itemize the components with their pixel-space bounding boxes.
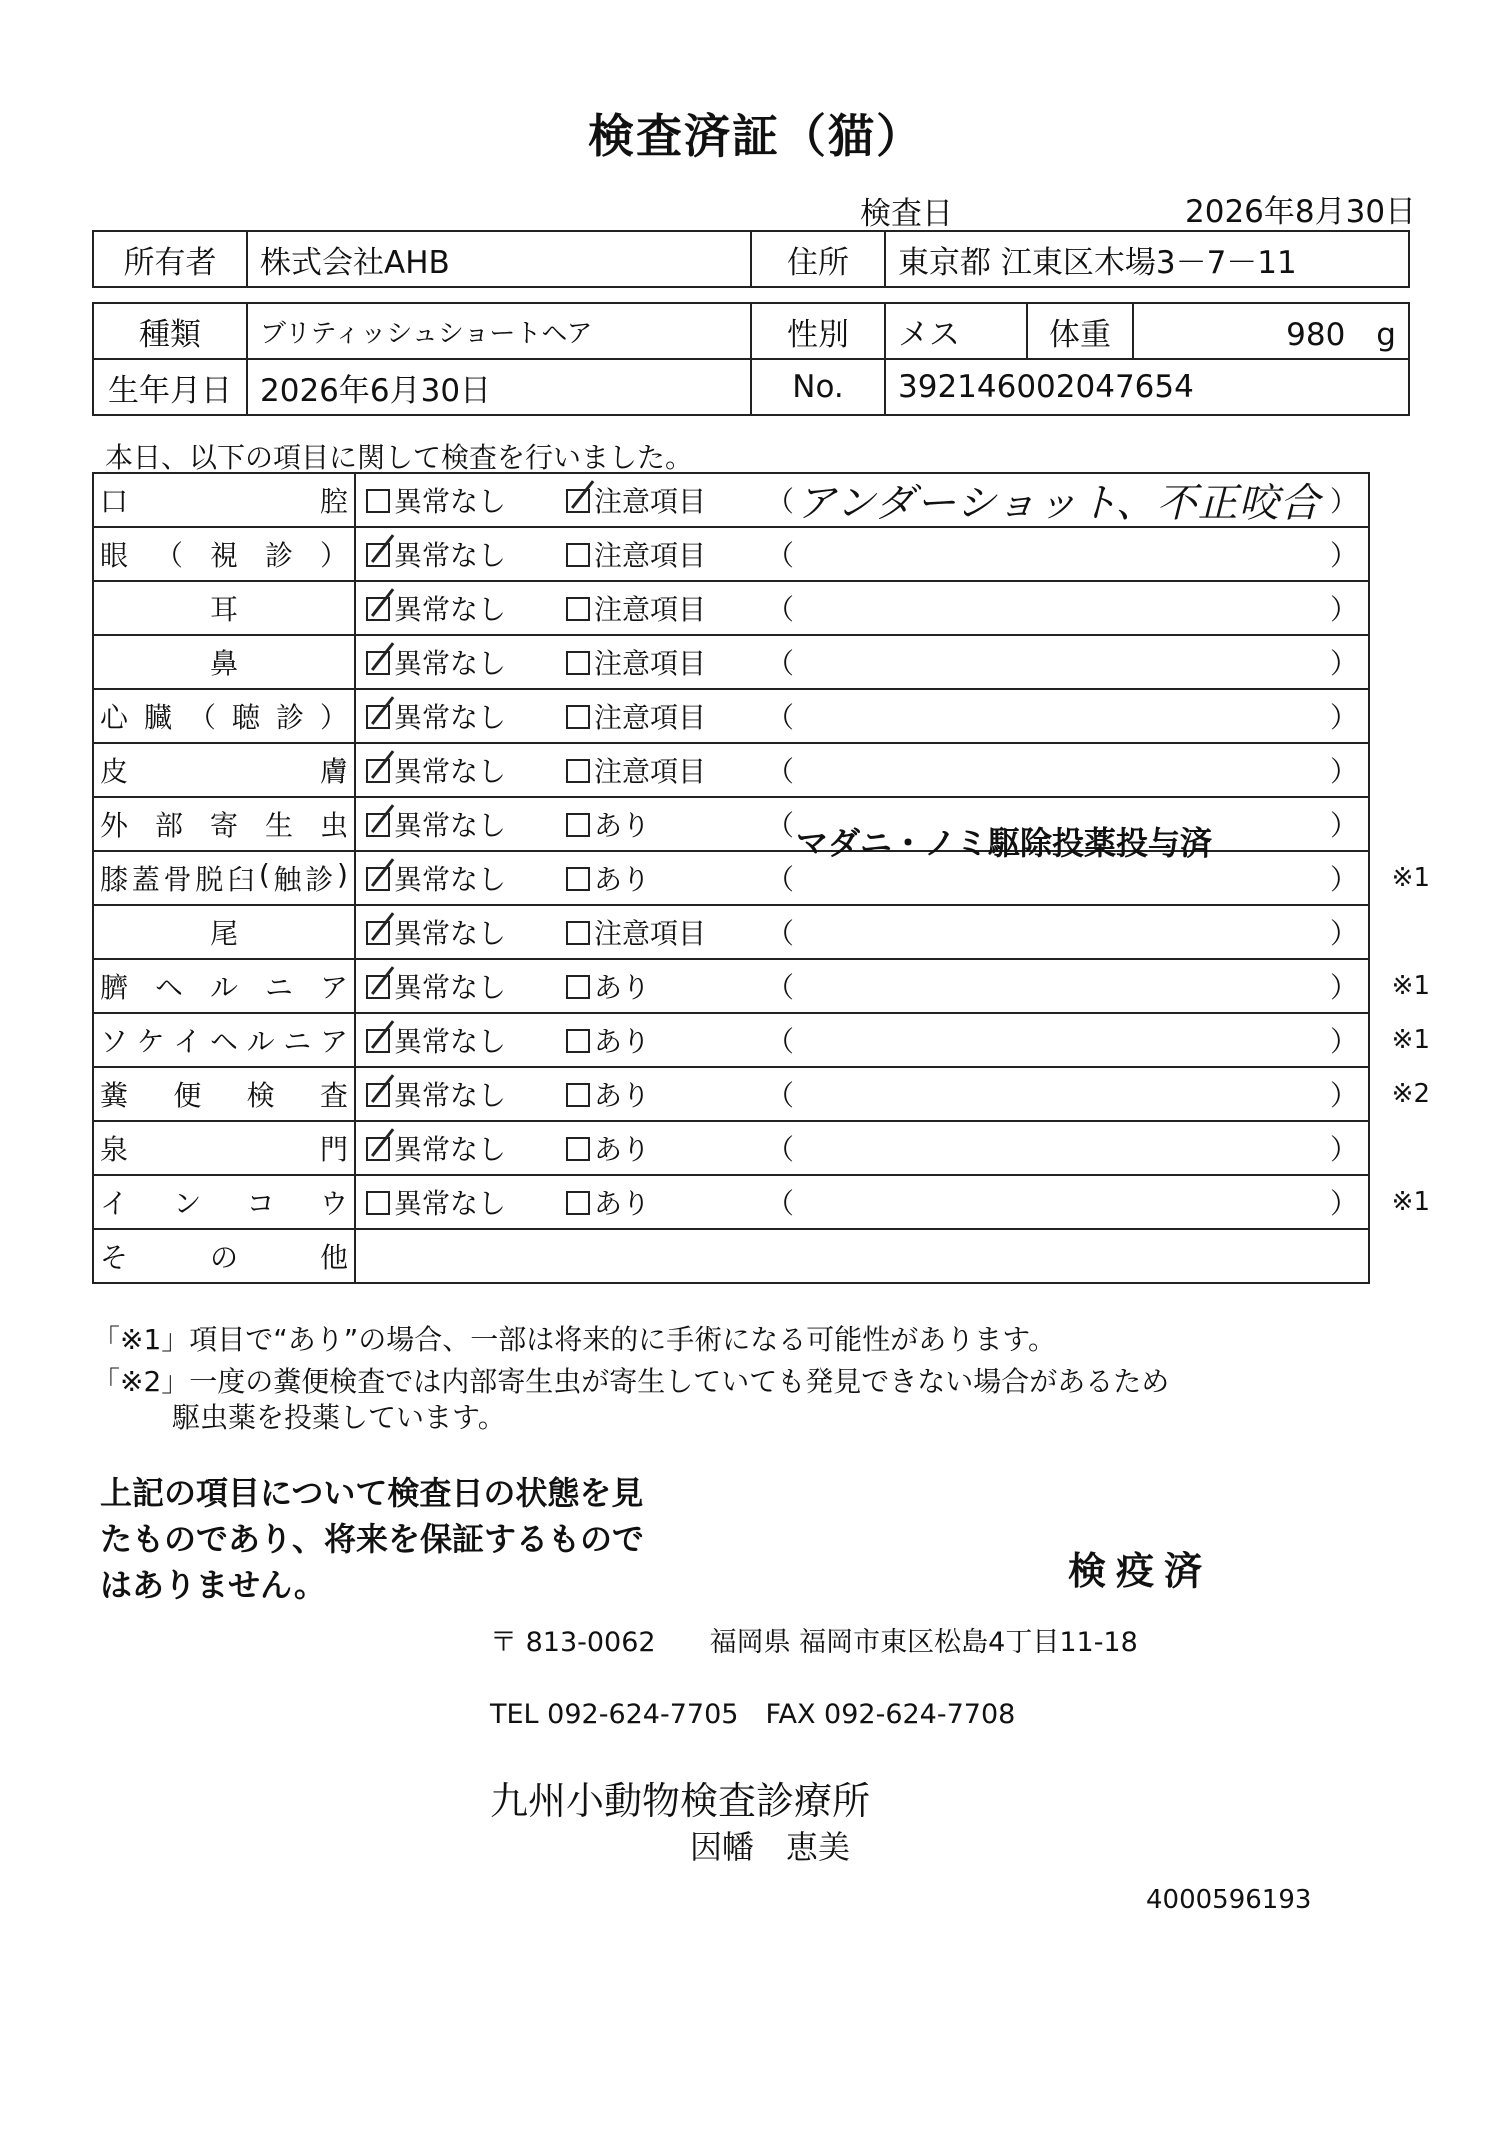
exam-item-name-char: 脱	[195, 863, 224, 896]
paren-close: ）	[1329, 593, 1358, 626]
checkbox-icon[interactable]	[366, 597, 390, 621]
footnote-2: 「※2」一度の糞便検査では内部寄生虫が寄生していても発見できない場合があるため	[92, 1365, 1170, 1398]
normal-option[interactable]: 異常なし	[366, 1182, 506, 1222]
checkbox-icon[interactable]	[566, 867, 590, 891]
finding-option[interactable]: あり	[566, 1182, 650, 1222]
disclaimer: 上記の項目について検査日の状態を見たものであり、将来を保証するものではありません。	[100, 1474, 645, 1604]
exam-item-name-char: イ	[173, 1025, 202, 1058]
exam-item-result	[355, 527, 1369, 581]
checkbox-icon[interactable]	[566, 705, 590, 729]
checkbox-icon[interactable]	[366, 651, 390, 675]
exam-item-name-char: 糞	[100, 1079, 129, 1112]
owner-value: 株式会社AHB	[247, 231, 751, 287]
checkbox-icon[interactable]	[366, 759, 390, 783]
exam-item-name	[93, 743, 355, 797]
birth-label: 生年月日	[93, 359, 247, 415]
exam-item-name	[93, 1013, 355, 1067]
no-label: No.	[751, 359, 885, 415]
exam-item-result	[355, 473, 1369, 527]
exam-row	[93, 473, 1369, 527]
footnote-1: 「※1」項目で“あり”の場合、一部は将来的に手術になる可能性があります。	[92, 1323, 1057, 1356]
exam-item-name-char: 生	[264, 809, 293, 842]
exam-item-name-char: 聴	[231, 701, 260, 734]
paren-open: （	[766, 539, 795, 572]
clinic-name: 九州小動物検査診療所	[490, 1779, 871, 1823]
checkbox-icon[interactable]	[566, 1137, 590, 1161]
paren-close: ）	[1329, 863, 1358, 896]
finding-option[interactable]: 注意項目	[566, 480, 706, 520]
normal-option[interactable]: 異常なし	[366, 696, 506, 736]
exam-item-result	[355, 581, 1369, 635]
checkbox-icon[interactable]	[566, 975, 590, 999]
exam-item-name	[93, 797, 355, 851]
exam-item-name-char: ）	[319, 539, 348, 572]
finding-option[interactable]: 注意項目	[566, 534, 706, 574]
paren-close: ）	[1329, 755, 1358, 788]
exam-item-name-char: 虫	[319, 809, 348, 842]
exam-item-name-char: 門	[319, 1133, 348, 1166]
exam-item-name	[93, 851, 355, 905]
doctor-name: 因幡 恵美	[690, 1828, 851, 1866]
exam-item-name-char: （	[187, 701, 216, 734]
owner-label: 所有者	[93, 231, 247, 287]
checkbox-icon[interactable]	[566, 813, 590, 837]
exam-item-result	[355, 797, 1369, 862]
other-label-char: 他	[319, 1241, 348, 1274]
exam-item-name-char: コ	[246, 1187, 275, 1220]
normal-option[interactable]: 異常なし	[366, 912, 506, 952]
exam-date: 2026年8月30日	[1185, 194, 1417, 230]
checkbox-icon[interactable]	[366, 1029, 390, 1053]
paren-close: ）	[1329, 1025, 1358, 1058]
exam-item-name-char: ル	[209, 971, 238, 1004]
exam-item-name	[93, 1067, 355, 1121]
clinic-phone: TEL 092-624-7705 FAX 092-624-7708	[490, 1699, 1016, 1730]
serial-number: 4000596193	[1146, 1885, 1312, 1915]
exam-item-name-char: 臓	[143, 701, 172, 734]
exam-row	[93, 905, 1369, 959]
finding-option[interactable]: 注意項目	[566, 912, 706, 952]
exam-row	[93, 581, 1369, 635]
checkbox-icon[interactable]	[366, 813, 390, 837]
finding-note: アンダーショット、不正咬合	[796, 480, 1321, 527]
exam-item-name	[93, 527, 355, 581]
exam-item-name-char: 蓋	[131, 863, 160, 896]
exam-table	[92, 472, 1430, 1284]
exam-item-name-char: 皮	[100, 755, 129, 788]
exam-item-name	[93, 959, 355, 1013]
exam-item-result	[355, 851, 1430, 905]
exam-item-name-char: ニ	[283, 1025, 312, 1058]
normal-option[interactable]: 異常なし	[366, 588, 506, 628]
sex-label: 性別	[751, 303, 885, 359]
weight-label: 体重	[1027, 303, 1133, 359]
checkbox-icon[interactable]	[566, 759, 590, 783]
exam-item-name	[93, 473, 355, 527]
finding-option[interactable]: 注意項目	[566, 750, 706, 790]
footnote-mark: ※1	[1391, 863, 1430, 893]
paren-close: ）	[1329, 971, 1358, 1004]
birth-value: 2026年6月30日	[247, 359, 751, 415]
exam-row	[93, 1175, 1369, 1229]
checkbox-icon[interactable]	[366, 867, 390, 891]
normal-option[interactable]: 異常なし	[366, 804, 506, 844]
checkbox-icon[interactable]	[366, 1083, 390, 1107]
exam-item-result	[355, 1013, 1430, 1067]
exam-item-name	[93, 1175, 355, 1229]
checkbox-icon[interactable]	[566, 1191, 590, 1215]
paren-close: ）	[1329, 1133, 1358, 1166]
exam-item-name-char: ア	[319, 1025, 348, 1058]
exam-item-result	[355, 1067, 1430, 1121]
exam-item-name-char: 部	[154, 809, 183, 842]
finding-option[interactable]: 注意項目	[566, 642, 706, 682]
exam-item-name-char: 査	[319, 1079, 348, 1112]
other-label-char: の	[209, 1241, 238, 1274]
normal-option[interactable]: 異常なし	[366, 534, 506, 574]
exam-item-result	[355, 1175, 1430, 1229]
exam-item-name-char: ニ	[264, 971, 293, 1004]
checkbox-icon[interactable]	[566, 651, 590, 675]
exam-item-name-char: 膝	[100, 863, 129, 896]
address-value: 東京都 江東区木場3－7－11	[885, 231, 1409, 287]
exam-item-name-char: 便	[173, 1079, 202, 1112]
finding-option[interactable]: あり	[566, 1074, 650, 1114]
exam-item-name-char: (	[258, 858, 270, 891]
checkbox-icon[interactable]	[366, 543, 390, 567]
paren-open: （	[766, 863, 795, 896]
checkbox-icon[interactable]	[566, 543, 590, 567]
checkbox-icon[interactable]	[366, 1137, 390, 1161]
other-label-char: そ	[100, 1241, 129, 1274]
pet-table	[92, 302, 1410, 416]
exam-item-name-char: )	[337, 858, 348, 891]
exam-row	[93, 527, 1369, 581]
exam-item-name: 尾	[93, 905, 355, 959]
checkbox-icon[interactable]	[366, 975, 390, 999]
exam-item-name-char: 心	[100, 701, 129, 734]
breed-value: ブリティッシュショートヘア	[247, 303, 751, 359]
exam-item-name-char: ン	[173, 1187, 202, 1220]
finding-option[interactable]: 注意項目	[566, 588, 706, 628]
exam-row	[93, 1013, 1369, 1067]
exam-item-name-char: 寄	[209, 809, 238, 842]
exam-item-name	[93, 1121, 355, 1175]
exam-item-name-char: 臍	[100, 971, 129, 1004]
checkbox-icon[interactable]	[366, 489, 390, 513]
exam-row	[93, 959, 1369, 1013]
paren-close: ）	[1329, 809, 1358, 842]
paren-open: （	[766, 971, 795, 1004]
exam-item-result	[355, 905, 1369, 959]
exam-item-result	[355, 689, 1369, 743]
checkbox-icon[interactable]	[366, 1191, 390, 1215]
footnote-mark: ※2	[1391, 1079, 1430, 1109]
exam-row-other	[93, 1229, 1369, 1283]
paren-close: ）	[1329, 1187, 1358, 1220]
breed-label: 種類	[93, 303, 247, 359]
exam-row	[93, 1121, 1369, 1175]
checkbox-icon[interactable]	[566, 489, 590, 513]
exam-row	[93, 851, 1369, 905]
normal-option[interactable]: 異常なし	[366, 750, 506, 790]
finding-option[interactable]: あり	[566, 1128, 650, 1168]
exam-row	[93, 635, 1369, 689]
other-value[interactable]	[355, 1229, 1369, 1283]
paren-open: （	[766, 593, 795, 626]
exam-item-name-char: 臼	[227, 863, 256, 896]
exam-item-name-char: 触	[273, 863, 302, 896]
exam-item-name-char: （	[154, 539, 183, 572]
exam-row	[93, 1067, 1369, 1121]
exam-item-result	[355, 1121, 1369, 1175]
exam-item-name-char: ヘ	[209, 1025, 238, 1058]
normal-option[interactable]: 異常なし	[366, 966, 506, 1006]
quarantine-stamp: 検疫済	[1068, 1549, 1213, 1593]
paren-open: （	[766, 755, 795, 788]
exam-item-result	[355, 635, 1369, 689]
paren-close: ）	[1329, 917, 1358, 950]
checkbox-icon[interactable]	[366, 921, 390, 945]
exam-item-name-char: 視	[209, 539, 238, 572]
intro-text: 本日、以下の項目に関して検査を行いました。	[105, 441, 694, 474]
exam-item-name-char: ウ	[319, 1187, 348, 1220]
footnote-mark: ※1	[1391, 1025, 1430, 1055]
finding-option[interactable]: あり	[566, 858, 650, 898]
exam-row	[93, 797, 1369, 851]
exam-item-name-char: 診	[264, 539, 293, 572]
paren-open: （	[766, 809, 795, 842]
exam-item-name-char: ）	[319, 701, 348, 734]
exam-item-result	[355, 743, 1369, 797]
paren-close: ）	[1329, 1079, 1358, 1112]
exam-item-name-char: ル	[246, 1025, 275, 1058]
paren-close: ）	[1329, 701, 1358, 734]
normal-option[interactable]: 異常なし	[366, 480, 506, 520]
exam-item-name-char: 検	[246, 1079, 275, 1112]
exam-item-name-char: 口	[100, 485, 129, 518]
exam-item-result	[355, 959, 1430, 1013]
paren-close: ）	[1329, 539, 1358, 572]
finding-option[interactable]: あり	[566, 966, 650, 1006]
footnote-mark: ※1	[1391, 1187, 1430, 1217]
exam-item-name-char: 診	[275, 701, 304, 734]
paren-close: ）	[1329, 647, 1358, 680]
paren-open: （	[766, 917, 795, 950]
footnote-mark: ※1	[1391, 971, 1430, 1001]
exam-item-name-char: 眼	[100, 539, 129, 572]
footnote-2-cont: 駆虫薬を投薬しています。	[172, 1401, 506, 1434]
checkbox-icon[interactable]	[566, 1029, 590, 1053]
checkbox-icon[interactable]	[566, 597, 590, 621]
exam-item-name-char: ヘ	[154, 971, 183, 1004]
exam-item-name-char: 膚	[319, 755, 348, 788]
finding-option[interactable]: あり	[566, 1020, 650, 1060]
document-title: 検査済証（猫）	[588, 109, 924, 163]
exam-item-name-char: 泉	[100, 1133, 129, 1166]
normal-option[interactable]: 異常なし	[366, 1020, 506, 1060]
exam-item-name-char: 腔	[319, 485, 348, 518]
paren-open: （	[766, 485, 795, 518]
no-value: 392146002047654	[885, 359, 1409, 415]
paren-open: （	[766, 701, 795, 734]
exam-item-name: 鼻	[93, 635, 355, 689]
exam-item-name: 耳	[93, 581, 355, 635]
normal-option[interactable]: 異常なし	[366, 858, 506, 898]
exam-item-name-char: 外	[100, 809, 129, 842]
normal-option[interactable]: 異常なし	[366, 1128, 506, 1168]
paren-open: （	[766, 1187, 795, 1220]
exam-item-name	[93, 689, 355, 743]
exam-item-name-char: イ	[100, 1187, 129, 1220]
checkbox-icon[interactable]	[566, 921, 590, 945]
paren-close: ）	[1329, 485, 1358, 518]
normal-option[interactable]: 異常なし	[366, 1074, 506, 1114]
exam-date-label: 検査日	[860, 196, 953, 232]
exam-item-name-char: ア	[319, 971, 348, 1004]
clinic-address: 〒 813-0062 福岡県 福岡市東区松島4丁目11-18	[490, 1627, 1138, 1658]
exam-row	[93, 743, 1369, 797]
checkbox-icon[interactable]	[566, 1083, 590, 1107]
exam-row	[93, 689, 1369, 743]
normal-option[interactable]: 異常なし	[366, 642, 506, 682]
finding-note: マダニ・ノミ駆除投薬投与済	[796, 823, 1213, 862]
finding-option[interactable]: あり	[566, 804, 650, 844]
paren-open: （	[766, 1079, 795, 1112]
sex-value: メス	[885, 303, 1027, 359]
exam-item-name-char: ケ	[136, 1025, 165, 1058]
owner-table	[92, 230, 1410, 288]
paren-open: （	[766, 1133, 795, 1166]
address-label: 住所	[751, 231, 885, 287]
other-label	[93, 1229, 355, 1283]
weight-value: 980 g	[1133, 303, 1409, 359]
paren-open: （	[766, 647, 795, 680]
paren-open: （	[766, 1025, 795, 1058]
exam-item-name-char: 骨	[163, 863, 192, 896]
finding-option[interactable]: 注意項目	[566, 696, 706, 736]
exam-item-name-char: 診	[305, 863, 334, 896]
checkbox-icon[interactable]	[366, 705, 390, 729]
exam-item-name-char: ソ	[100, 1025, 129, 1058]
